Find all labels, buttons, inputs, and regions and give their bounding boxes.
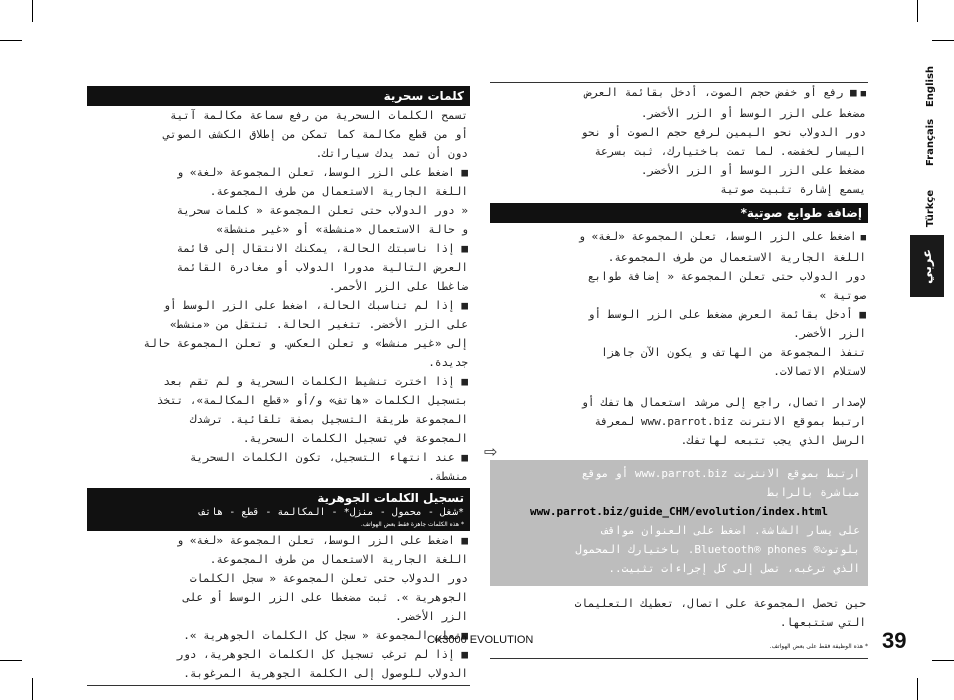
text-line: ■ ■ رفع أو خفض حجم الصوت، أدخل بقائمة العرض [490, 83, 868, 104]
text-line: ■تعلن المجموعة « سجل كل الكلمات الجوهرية ». [183, 629, 468, 642]
crop-mark [32, 678, 33, 700]
text-line: الزر الأخضر. [793, 327, 866, 340]
text-line: حين تحصل المجموعة على اتصال، تعطيك التعليمات [574, 597, 866, 610]
text-line: أو من قطع مكالمة كما تمكن من إطلاق الكشف الصوتي [163, 128, 468, 141]
text-line: ■ عند انتهاء التسجيل، تكون الكلمات السحرية [189, 451, 468, 464]
text-line: مضغط على الزر الوسط أو الزر الأخضر. [640, 164, 866, 177]
text-line: بلوتوث® Bluetooth® phones. باختيارك المحمول [575, 543, 860, 556]
text-line: تسمح الكلمات السحرية من رفع سماعة مكالمة آتية [169, 109, 468, 122]
section-body [490, 227, 868, 381]
after-box-text [490, 594, 868, 632]
right-column [490, 82, 868, 659]
text-line: ■ إذا ناسبتك الحالة، يمكنك الانتقال إلى قائمة [176, 242, 468, 255]
text-line: « دور الدولاب حتى تعلن المجموعة « كلمات سحرية [176, 204, 468, 217]
text-line: و حالة الاستعمال «منشطة» أو «غير منشطة» [216, 223, 468, 236]
section-title: كلمات سحرية [383, 89, 464, 103]
text-line: الذي ترغبه، تصل إلى كل إجراءات تثبيت.. [608, 562, 860, 575]
text-line: صوتية » [819, 289, 866, 302]
text-line: المجموعة في تسجيل الكلمات السحرية. [242, 432, 468, 445]
crop-mark [32, 0, 33, 22]
text-line: ■ إذا لم ترغب تسجيل كل الكلمات الجوهرية، دور [176, 648, 468, 661]
guide-url-link[interactable] [496, 502, 862, 521]
text-line: ارتبط بموقع الانترنت www.parrot.biz لمعرفة [594, 415, 866, 428]
section-note: * هذه الكلمات جاهزة فقط بعض الهواتف. [360, 521, 464, 528]
text-line: مباشرة بالرابط [767, 486, 860, 499]
text-line: ■ اضغط على الزر الوسط، تعلن المجموعة «لغة» و [490, 227, 868, 248]
text-line: بتسجيل الكلمات «هاتف» و/أو «قطع المكالمة»، تتخذ [156, 394, 468, 407]
text-line: على الزر الأخضر. تتغير الحالة. تنتقل من «منشط» [169, 318, 468, 331]
section-title: إضافة طوابع صوتية* [740, 206, 862, 220]
text-line: لاستلام الاتصالات. [773, 365, 866, 378]
crop-mark [0, 660, 22, 661]
text-line: على يسار الشاشة. اضغط على العنوان مواقف [601, 524, 860, 537]
footnote: * هذه الوظيفة فقط على بعض الهواتف. [769, 643, 868, 650]
language-tab-label: Français [925, 118, 937, 166]
text-line: إلى «غير منشط» و تعلن العكس. و تعلن المجموعة حالة [143, 337, 468, 350]
text-line: العرض التالية مدورا الدولاب أو مغادرة القائمة [176, 261, 468, 274]
section-body [87, 106, 470, 486]
text-line: المجموعة طريقة التسجيل بصفة تلقائية. ترشدك [189, 413, 468, 426]
section-header [87, 86, 470, 106]
section-subtitle: *شغل - محمول - منزل* - المكالمة - قطع - هاتف [199, 507, 464, 518]
text-line: الرسل الذي يجب تتبعه لهاتفك. [680, 434, 866, 447]
text-line: اللغة الجارية الاستعمال من طرف المجموعة. [209, 553, 468, 566]
text-line: تنفذ المجموعة من الهاتف و يكون الآن جاهزا [601, 346, 866, 359]
text-line: دور الدولاب حتى تعلن المجموعة « إضافة طوابع [587, 270, 866, 283]
bottom-rule [87, 685, 470, 686]
page-number: 39 [882, 628, 907, 653]
section-header [87, 488, 470, 531]
text-line: دون أن تمد يدك سياراتك. [315, 147, 468, 160]
language-tab-label: English [925, 65, 937, 107]
text-line: اللغة الجارية الاستعمال من طرف المجموعة. [607, 251, 866, 264]
crop-mark [917, 0, 918, 22]
text-line: اليسار لخفضه. لما تمت باختيارك، ثبت بسرعة [594, 145, 866, 158]
text-line: ■ أدخل بقائمة العرض مضغط على الزر الوسط أو [587, 308, 866, 321]
website-info-box [490, 460, 868, 586]
crop-mark [932, 660, 954, 661]
bottom-rule [490, 658, 868, 659]
guide-url[interactable]: www.parrot.biz/guide_CHM/evolution/index.html [529, 505, 828, 518]
language-tab-arabic[interactable] [910, 235, 944, 297]
text-line: جديدة. [428, 356, 468, 369]
text-line: لإصدار اتصال، راجع إلى مرشد استعمال هاتفك أو [581, 396, 866, 409]
text-line: يسمع إشارة تثبيت صوتية [720, 183, 866, 196]
text-line: مضغط على الزر الوسط أو الزر الأخضر. [640, 107, 866, 120]
text-line: ضاغطا على الزر الأحمر. [328, 280, 468, 293]
text-line: الزر الأخضر. [395, 610, 468, 623]
text-line: منشطة. [428, 470, 468, 483]
text-line: ■ إذا لم تناسبك الحالة، اضغط على الزر الوسط أو [163, 299, 468, 312]
text-line: ارتبط بموقع الانترنت www.parrot.biz أو موقع [581, 467, 860, 480]
language-tab-label: Türkçe [925, 189, 937, 227]
section-body [87, 531, 470, 683]
language-tab-label: عربي [919, 248, 935, 284]
text-line: ■ اضغط على الزر الوسط، تعلن المجموعة «لغة» و [176, 534, 468, 547]
text-line: التي ستتبعها. [779, 616, 866, 629]
crop-mark [932, 40, 954, 41]
model-name: CK3000 EVOLUTION [427, 634, 534, 646]
text-line: اللغة الجارية الاستعمال من طرف المجموعة. [209, 185, 468, 198]
text-line: الجوهرية ». ثبت مضغطا على الزر الوسط أو على [183, 591, 468, 604]
instructions-paragraph [490, 393, 868, 450]
crop-mark [0, 40, 22, 41]
section-header [490, 203, 868, 223]
left-column [87, 82, 470, 686]
intro-text [490, 83, 868, 199]
text-line: دور الدولاب حتى تعلن المجموعة « سجل الكلمات [189, 572, 468, 585]
text-line: ■ إذا اخترت تنشيط الكلمات السحرية و لم تقم بعد [163, 375, 468, 388]
crop-mark [917, 678, 918, 700]
text-line: ■ اضغط على الزر الوسط، تعلن المجموعة «لغة» و [176, 166, 468, 179]
text-line: الدولاب للوصول إلى الكلمة الجوهرية المرغوبة. [183, 667, 468, 680]
arrow-right-icon: ⇨ [484, 442, 498, 461]
text-line: دور الدولاب نحو اليمين لرفع حجم الصوت أو نحو [581, 126, 866, 139]
section-title: تسجيل الكلمات الجوهرية [317, 491, 464, 505]
